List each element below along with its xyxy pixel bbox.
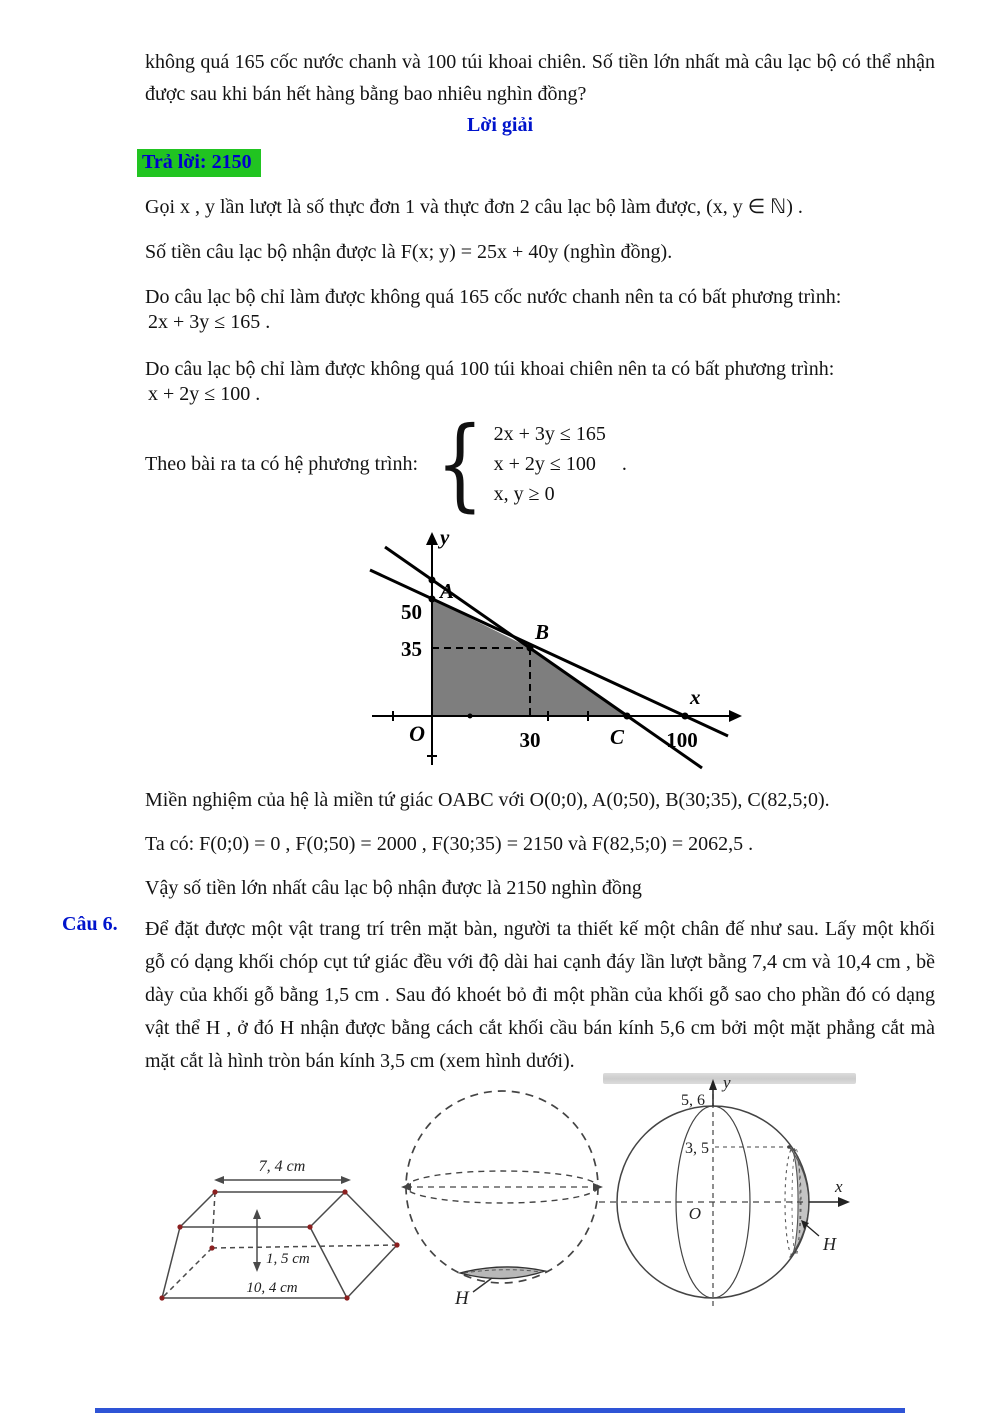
cut-edge-point xyxy=(787,1145,791,1149)
solution-heading: Lời giải xyxy=(466,114,534,136)
system-period: . xyxy=(621,452,627,475)
y-axis-label-2: y xyxy=(723,1073,731,1092)
system-line-2: x + 2y ≤ 100 xyxy=(493,452,596,475)
sphere-cap-region xyxy=(460,1267,545,1279)
cap-pointer-line-2 xyxy=(805,1224,819,1236)
origin-label-2: O xyxy=(688,1204,701,1223)
vertex-dot xyxy=(177,1224,182,1229)
paragraph-define-variables: Gọi x , y lần lượt là số thực đơn 1 và thực đơn 2 câu lạc bộ làm được, (x, y ∈ ℕ) . xyxy=(145,196,803,218)
cut-radius-label: 3, 5 xyxy=(685,1140,709,1157)
label-A: A xyxy=(440,579,455,603)
label-C: C xyxy=(610,725,625,749)
vertex-dot xyxy=(212,1189,217,1194)
paragraph-constraint-1: Do câu lạc bộ chỉ làm được không quá 165 cốc nước chanh nên ta có bất phương trình: xyxy=(145,286,842,308)
page-footer-rule xyxy=(95,1408,905,1413)
frustum-figure xyxy=(120,1135,420,1320)
feasible-region-graph xyxy=(330,528,750,778)
vertex-dot xyxy=(307,1224,312,1229)
y-axis-label: y xyxy=(440,528,450,549)
y-axis-arrow-icon xyxy=(426,532,438,545)
frustum-top-dim-label: 7, 4 cm xyxy=(258,1158,306,1175)
system-line-1: 2x + 3y ≤ 165 xyxy=(493,422,606,445)
x-axis-label-2: x xyxy=(835,1177,843,1196)
system-brace: { xyxy=(435,405,484,522)
question-6-text: Để đặt được một vật trang trí trên mặt bàn, người ta thiết kế một chân đế như sau. Lấy một khối gỗ có dạng khối chóp cụt tứ giác đều với độ dài hai cạnh đáy lần lượt bằng 7,4 cm và 10,4 cm , bề dày của khối gỗ bằng 1,5 cm . Sau đó khoét bỏ đi một phần của khối gỗ sao cho phần đó có dạng vật thể H , ở đó H nhận được bằng cách cắt khối cầu bán kính 5,6 cm bởi một mặt phẳng cắt mà mặt cắt là hình tròn bán kính 3,5 cm (xem hình dưới). xyxy=(145,918,935,1072)
answer-badge: Trả lời: 2150 xyxy=(137,149,261,177)
system-intro-text: Theo bài ra ta có hệ phương trình: xyxy=(145,453,418,475)
arrowhead-right-icon xyxy=(341,1176,351,1184)
label-B: B xyxy=(535,620,550,644)
system-lines xyxy=(494,423,606,506)
point-y-intercept-55 xyxy=(429,577,436,584)
sphere-radius-label: 5, 6 xyxy=(681,1092,705,1109)
tick-label-50: 50 xyxy=(401,600,422,624)
origin-label: O xyxy=(409,721,425,746)
equation-system xyxy=(145,405,627,522)
tick-label-30: 30 xyxy=(519,728,541,752)
point-C xyxy=(624,713,631,720)
point-A xyxy=(429,596,436,603)
arrowhead-down-icon xyxy=(253,1262,261,1272)
arrowhead-up-icon xyxy=(253,1209,261,1219)
frustum-top-face xyxy=(180,1192,345,1227)
x-axis-arrow-icon xyxy=(838,1197,850,1207)
paragraph-conclusion: Vậy số tiền lớn nhất câu lạc bộ nhận được là 2150 nghìn đồng xyxy=(145,877,642,899)
tick-label-35: 35 xyxy=(401,637,422,661)
point-x-axis-minor xyxy=(468,714,473,719)
question-6-number: Câu 6. xyxy=(62,913,118,935)
x-axis-label: x xyxy=(690,685,701,709)
point-B xyxy=(527,645,534,652)
vertex-dot xyxy=(159,1295,164,1300)
cap-label-2: H xyxy=(823,1234,836,1254)
sphere-equator xyxy=(406,1171,598,1203)
paragraph-region-vertices: Miền nghiệm của hệ là miền tứ giác OABC với O(0;0), A(0;50), B(30;35), C(82,5;0). xyxy=(145,789,830,811)
sphere-outline xyxy=(406,1091,598,1283)
sphere-cap-label: H xyxy=(455,1288,469,1309)
paragraph-function-values: Ta có: F(0;0) = 0 , F(0;50) = 2000 , F(30;35) = 2150 và F(82,5;0) = 2062,5 . xyxy=(145,833,754,855)
x-axis-arrow-icon xyxy=(729,710,742,722)
cross-section-figure xyxy=(597,1068,897,1318)
frustum-thickness-label: 1, 5 cm xyxy=(266,1251,310,1267)
point-x-100 xyxy=(682,713,689,720)
paragraph-constraint-2: Do câu lạc bộ chỉ làm được không quá 100 túi khoai chiên nên ta có bất phương trình: xyxy=(145,358,835,380)
paragraph-objective-function: Số tiền câu lạc bộ nhận được là F(x; y) = 25x + 40y (nghìn đồng). xyxy=(145,241,673,263)
inequality-1: 2x + 3y ≤ 165 . xyxy=(148,311,271,333)
inequality-2: x + 2y ≤ 100 . xyxy=(148,383,261,405)
sphere-figure xyxy=(393,1082,608,1310)
vertex-dot xyxy=(342,1189,347,1194)
vertex-dot xyxy=(209,1245,214,1250)
frustum-bottom-dim-label: 10, 4 cm xyxy=(246,1280,298,1296)
system-line-3: x, y ≥ 0 xyxy=(493,482,555,505)
vertex-dot xyxy=(344,1295,349,1300)
tick-label-100: 100 xyxy=(666,728,698,752)
arrowhead-left-icon xyxy=(214,1176,224,1184)
y-axis-arrow-icon xyxy=(709,1079,717,1090)
cap-pointer-line xyxy=(473,1278,492,1292)
question-intro-text: không quá 165 cốc nước chanh và 100 túi khoai chiên. Số tiền lớn nhất mà câu lạc bộ có thể nhận được sau khi bán hết hàng bằng bao nhiêu nghìn đồng? xyxy=(145,51,935,105)
